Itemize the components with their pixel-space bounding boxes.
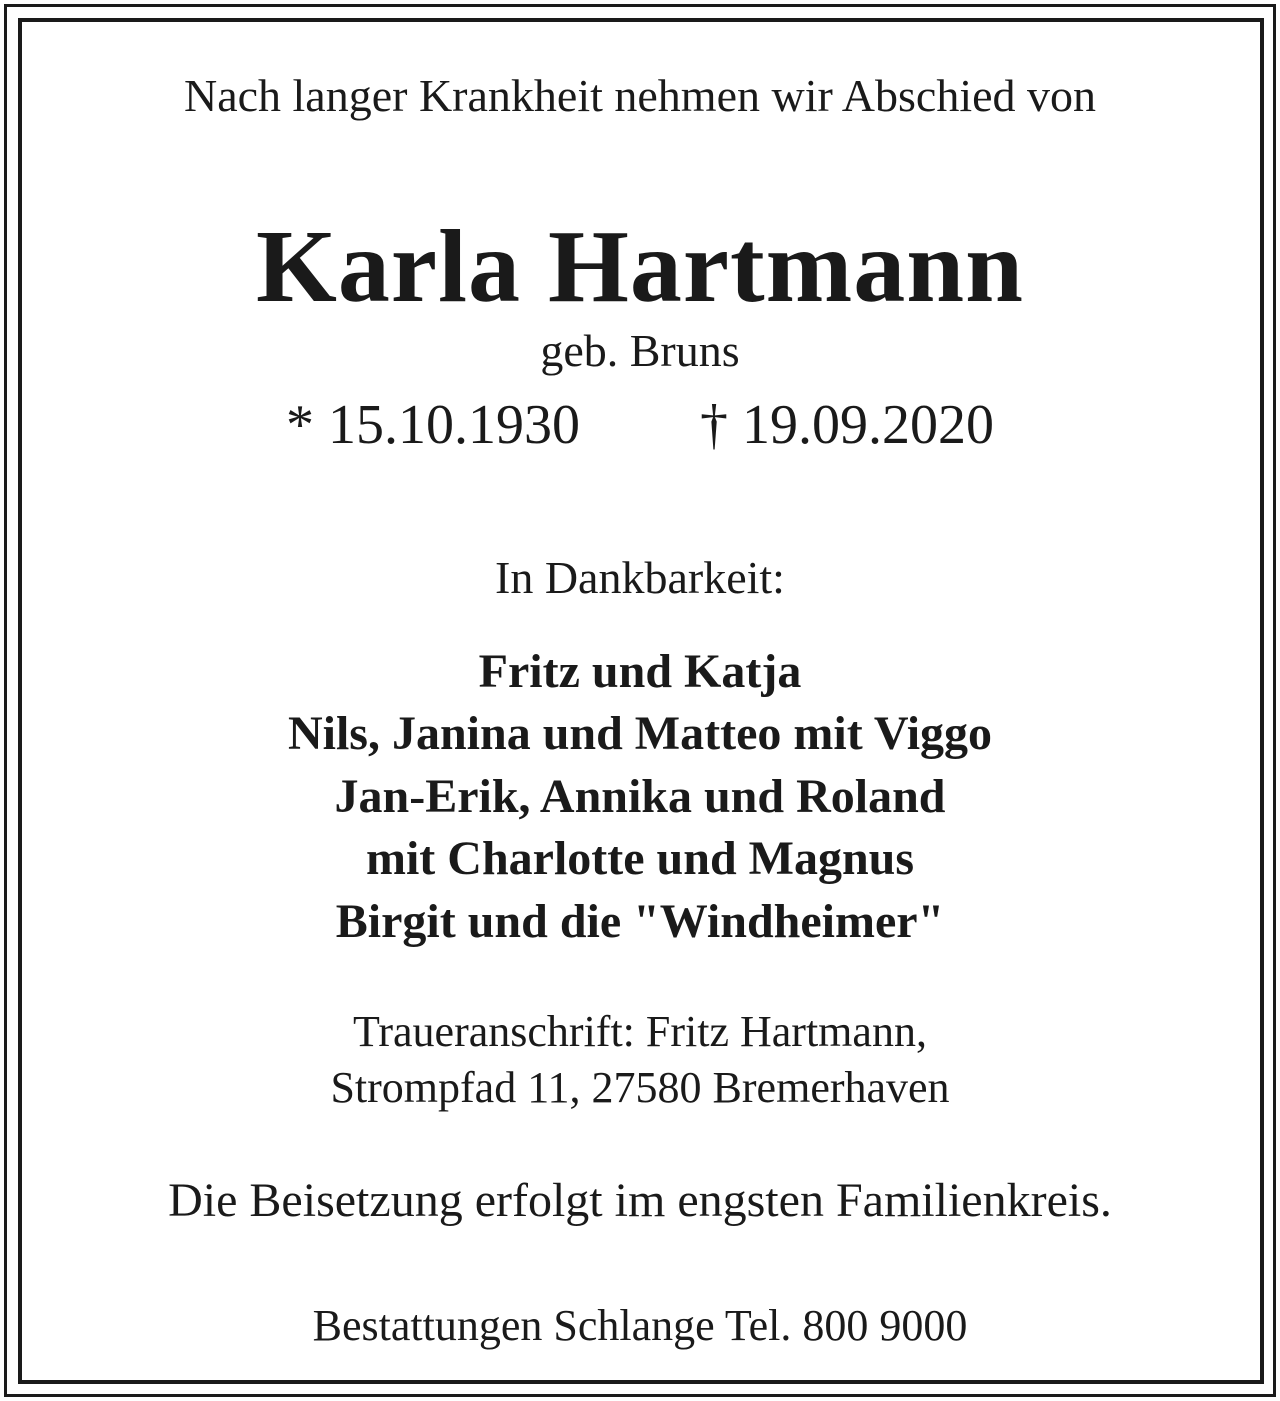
death-date: † 19.09.2020	[700, 394, 994, 456]
mourning-address-line: Traueranschrift: Fritz Hartmann,	[353, 1007, 927, 1056]
family-line: Birgit und die "Windheimer"	[335, 895, 945, 948]
family-line: Nils, Janina und Matteo mit Viggo	[287, 707, 993, 760]
mourning-address-line: Strompfad 11, 27580 Bremerhaven	[330, 1063, 950, 1112]
family-line: mit Charlotte und Magnus	[365, 832, 915, 885]
undertaker-info: Bestattungen Schlange Tel. 800 9000	[312, 1301, 968, 1350]
birth-date: * 15.10.1930	[286, 394, 580, 456]
thanks-heading: In Dankbarkeit:	[495, 552, 785, 603]
maiden-name: geb. Bruns	[540, 325, 740, 376]
intro-text: Nach langer Krankheit nehmen wir Abschied von	[183, 70, 1097, 121]
deceased-name: Karla Hartmann	[256, 209, 1024, 324]
life-dates	[0, 394, 1280, 456]
family-line: Fritz und Katja	[478, 645, 802, 698]
family-line: Jan-Erik, Annika und Roland	[334, 770, 946, 823]
burial-note: Die Beisetzung erfolgt im engsten Familienkreis.	[168, 1174, 1112, 1227]
